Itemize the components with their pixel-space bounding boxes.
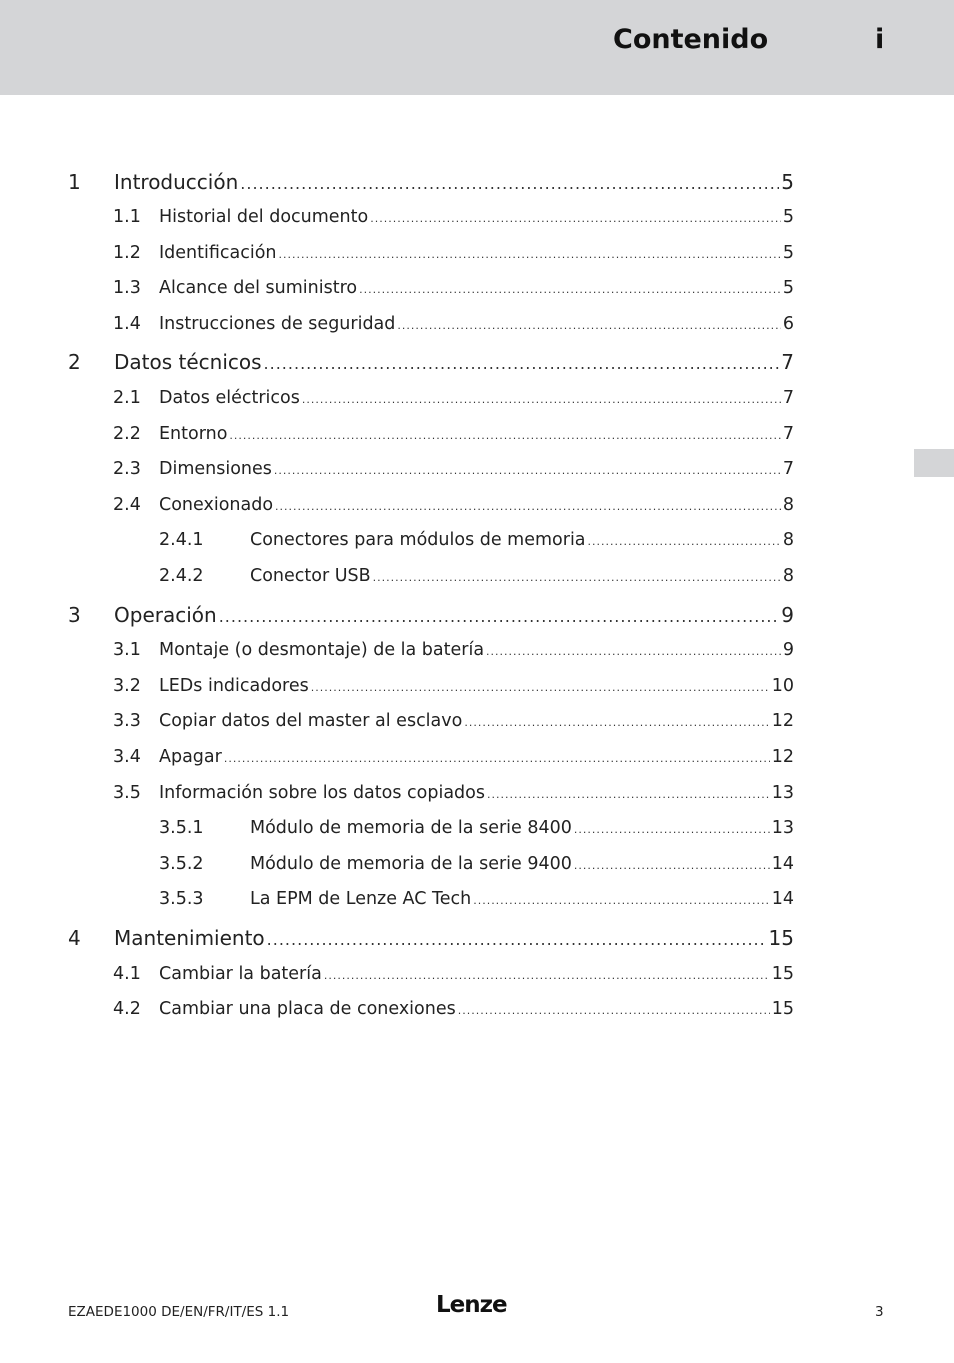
toc-page-number: 5 [782,243,794,263]
toc-label: Operación [114,603,217,627]
toc-leader-dots [275,500,781,513]
toc-entry-3-3[interactable] [113,711,794,731]
toc-label: Cambiar la batería [159,964,322,984]
section-letter: i [875,24,885,55]
toc-entry-3-5[interactable] [113,783,794,803]
toc-page-number: 15 [768,926,794,950]
toc-leader-dots [373,571,781,584]
toc-entry-4-2[interactable] [113,999,794,1019]
toc-number: 1.2 [113,243,141,263]
toc-entry-4-1[interactable] [113,964,794,984]
toc-page-number: 15 [771,964,794,984]
toc-leader-dots [274,464,781,477]
toc-entry-2-1[interactable] [113,388,794,408]
toc-page-number: 8 [782,495,794,515]
toc-entry-1-4[interactable] [113,314,794,334]
toc-label: Copiar datos del master al esclavo [159,711,463,731]
toc-label: Identificación [159,243,277,263]
toc-page-number: 12 [771,711,794,731]
toc-number: 2 [68,350,81,374]
toc-leader-dots [370,212,781,225]
toc-label: Datos eléctricos [159,388,300,408]
toc-page-number: 14 [771,854,794,874]
toc-page-number: 5 [782,278,794,298]
toc-page-number: 13 [771,783,794,803]
toc-number: 3.2 [113,676,141,696]
toc-entry-3-5-2[interactable] [159,854,794,874]
toc-entry-4[interactable] [68,926,794,950]
toc-label: Alcance del suministro [159,278,358,298]
toc-leader-dots [264,354,780,373]
toc-label: Introducción [114,170,239,194]
toc-entry-2-2[interactable] [113,424,794,444]
toc-label: Información sobre los datos copiados [159,783,485,803]
toc-entry-3[interactable] [68,603,794,627]
toc-leader-dots [397,319,780,332]
toc-label: Datos técnicos [114,350,262,374]
toc-page-number: 7 [782,459,794,479]
toc-number: 3.5.1 [159,818,204,838]
toc-leader-dots [464,716,769,729]
toc-entry-2[interactable] [68,350,794,374]
toc-number: 2.4.2 [159,566,204,586]
page-title: Contenido [613,24,769,55]
lenze-logo: Lenze [436,1292,507,1318]
toc-leader-dots [487,788,770,801]
toc-leader-dots [458,1004,770,1017]
toc-number: 1 [68,170,81,194]
toc-number: 3.4 [113,747,141,767]
footer-document-id: EZAEDE1000 DE/EN/FR/IT/ES 1.1 [68,1304,290,1320]
toc-number: 4 [68,926,81,950]
toc-label: LEDs indicadores [159,676,309,696]
toc-number: 3.5.2 [159,854,204,874]
toc-entry-1[interactable] [68,170,794,194]
toc-label: Mantenimiento [114,926,265,950]
toc-entry-1-2[interactable] [113,243,794,263]
toc-label: Historial del documento [159,207,369,227]
toc-label: La EPM de Lenze AC Tech [250,889,472,909]
toc-number: 2.4.1 [159,530,204,550]
toc-leader-dots [324,969,770,982]
toc-page-number: 6 [782,314,794,334]
toc-number: 2.1 [113,388,141,408]
toc-label: Módulo de memoria de la serie 8400 [250,818,572,838]
toc-number: 3.5 [113,783,141,803]
toc-label: Montaje (o desmontaje) de la batería [159,640,485,660]
toc-label: Dimensiones [159,459,272,479]
toc-leader-dots [224,752,770,765]
toc-page-number: 8 [782,530,794,550]
toc-leader-dots [588,535,781,548]
toc-label: Instrucciones de seguridad [159,314,396,334]
toc-page-number: 7 [781,350,794,374]
toc-entry-2-3[interactable] [113,459,794,479]
toc-leader-dots [229,429,780,442]
toc-entry-3-5-1[interactable] [159,818,794,838]
toc-number: 2.3 [113,459,141,479]
toc-label: Apagar [159,747,222,767]
toc-entry-2-4[interactable] [113,495,794,515]
toc-leader-dots [219,607,780,626]
toc-number: 1.4 [113,314,141,334]
toc-label: Conexionado [159,495,274,515]
toc-page-number: 8 [782,566,794,586]
toc-label: Conectores para módulos de memoria [250,530,586,550]
toc-entry-1-3[interactable] [113,278,794,298]
toc-number: 4.1 [113,964,141,984]
toc-label: Conector USB [250,566,371,586]
toc-entry-3-5-3[interactable] [159,889,794,909]
toc-leader-dots [574,859,770,872]
toc-label: Entorno [159,424,228,444]
toc-label: Módulo de memoria de la serie 9400 [250,854,572,874]
toc-entry-1-1[interactable] [113,207,794,227]
toc-entry-3-4[interactable] [113,747,794,767]
toc-number: 2.2 [113,424,141,444]
toc-number: 4.2 [113,999,141,1019]
toc-page-number: 5 [782,207,794,227]
toc-number: 3.1 [113,640,141,660]
toc-number: 1.1 [113,207,141,227]
toc-entry-3-2[interactable] [113,676,794,696]
toc-page-number: 14 [771,889,794,909]
toc-page-number: 5 [781,170,794,194]
toc-number: 1.3 [113,278,141,298]
toc-number: 3.3 [113,711,141,731]
toc-leader-dots [279,248,781,261]
toc-leader-dots [302,393,781,406]
toc-page-number: 7 [782,424,794,444]
toc-leader-dots [311,681,770,694]
toc-page-number: 15 [771,999,794,1019]
toc-number: 3 [68,603,81,627]
toc-leader-dots [486,645,781,658]
footer-page-number: 3 [875,1304,884,1320]
toc-entry-2-4-1[interactable] [159,530,794,550]
toc-page-number: 9 [781,603,794,627]
toc-page-number: 13 [771,818,794,838]
toc-page-number: 10 [771,676,794,696]
toc-leader-dots [574,823,770,836]
toc-page-number: 12 [771,747,794,767]
toc-leader-dots [240,174,779,193]
toc-leader-dots [267,930,767,949]
toc-entry-3-1[interactable] [113,640,794,660]
toc-page-number: 7 [782,388,794,408]
toc-label: Cambiar una placa de conexiones [159,999,456,1019]
toc-page-number: 9 [782,640,794,660]
toc-leader-dots [473,894,770,907]
toc-entry-2-4-2[interactable] [159,566,794,586]
toc-leader-dots [359,283,781,296]
toc-number: 2.4 [113,495,141,515]
toc-number: 3.5.3 [159,889,204,909]
